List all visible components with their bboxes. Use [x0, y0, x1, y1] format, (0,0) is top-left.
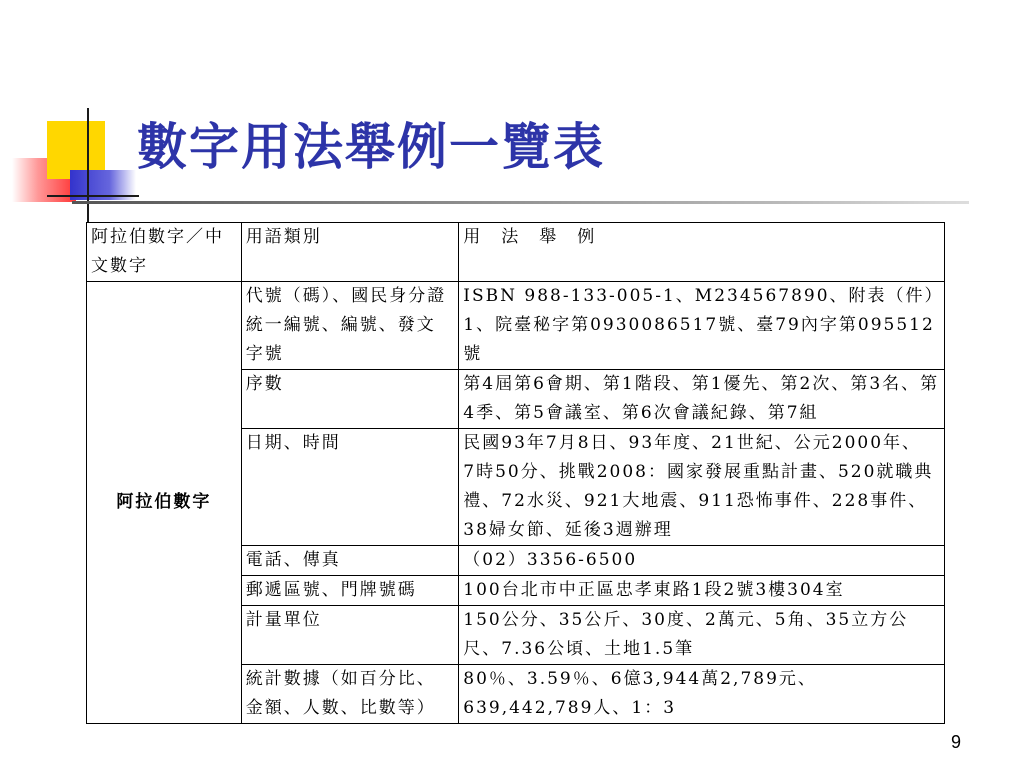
example-cell: 100台北市中正區忠孝東路1段2號3樓304室 [459, 576, 945, 606]
category-cell: 郵遞區號、門牌號碼 [241, 576, 459, 606]
header-cell: 阿拉伯數字／中文數字 [87, 223, 242, 282]
decorative-horizontal-line [47, 195, 139, 197]
example-cell: 80％、3.59％、6億3,944萬2,789元、639,442,789人、1：3 [459, 665, 945, 724]
category-cell: 計量單位 [241, 606, 459, 665]
title-underline [72, 201, 969, 204]
decorative-vertical-line [87, 108, 89, 222]
category-cell: 統計數據（如百分比、金額、人數、比數等） [241, 665, 459, 724]
category-cell: 代號（碼）、國民身分證統一編號、編號、發文字號 [241, 282, 459, 370]
table-header-row [87, 223, 945, 282]
example-cell: （02）3356-6500 [459, 546, 945, 576]
group-label-cell: 阿拉伯數字 [87, 282, 242, 724]
category-cell: 日期、時間 [241, 429, 459, 546]
example-cell: 民國93年7月8日、93年度、21世紀、公元2000年、 7時50分、挑戰2008：國家發展重點計畫、520就職典禮、72水災、921大地震、911恐怖事件、228事件、38婦女節、延後3週辦理 [459, 429, 945, 546]
example-cell: ISBN 988-133-005-1、M234567890、附表（件）1、院臺秘字第0930086517號、臺79內字第095512號 [459, 282, 945, 370]
example-cell: 150公分、35公斤、30度、2萬元、5角、35立方公尺、7.36公頃、土地1.5筆 [459, 606, 945, 665]
number-usage-table [86, 222, 945, 724]
category-cell: 序數 [241, 370, 459, 429]
example-cell: 第4屆第6會期、第1階段、第1優先、第2次、第3名、第4季、第5會議室、第6次會議紀錄、第7組 [459, 370, 945, 429]
table-row [87, 282, 945, 370]
header-cell: 用 法 舉 例 [459, 223, 945, 282]
header-cell: 用語類別 [241, 223, 459, 282]
slide-title: 數字用法舉例一覽表 [137, 117, 605, 176]
category-cell: 電話、傳真 [241, 546, 459, 576]
page-number: 9 [951, 732, 962, 752]
